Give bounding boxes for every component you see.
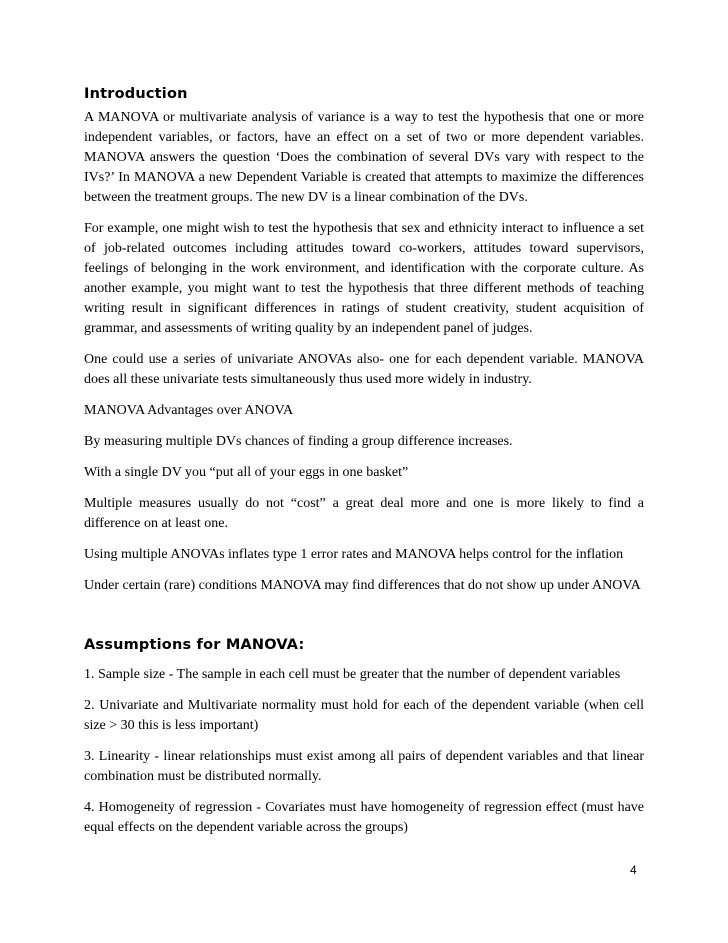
assumptions-heading: Assumptions for MANOVA: (84, 637, 305, 653)
assumption-item-2: 2. Univariate and Multivariate normality must hold for each of the dependent variable (when cell size > 30 this is less important) (84, 698, 644, 733)
intro-paragraph-univariate: One could use a series of univariate ANOVAs also- one for each dependent variable. MANOVA does all these univariate tests simultaneously thus used more widely in industry. (84, 352, 644, 387)
intro-paragraph-examples: For example, one might wish to test the hypothesis that sex and ethnicity interact to influence a set of job-related outcomes including attitudes toward co-workers, attitudes toward supervisors, feelings of belonging in the work environment, and identification with the corporate culture. As another example, you might want to test the hypothesis that three different methods of teaching writing result in significant differences in ratings of student creativity, student acquisition of grammar, and assessments of writing quality by an independent panel of judges. (84, 221, 644, 336)
assumption-item-3: 3. Linearity - linear relationships must exist among all pairs of dependent variables and that linear combination must be distributed normally. (84, 749, 644, 784)
advantage-item-1: By measuring multiple DVs chances of finding a group difference increases. (84, 434, 513, 449)
advantage-item-3: Multiple measures usually do not “cost” a great deal more and one is more likely to find a difference on at least one. (84, 496, 644, 531)
assumption-item-1: 1. Sample size - The sample in each cell must be greater that the number of dependent variables (84, 667, 621, 682)
advantages-subheading: MANOVA Advantages over ANOVA (84, 403, 294, 418)
intro-paragraph-definition: A MANOVA or multivariate analysis of variance is a way to test the hypothesis that one or more independent variables, or factors, have an effect on a set of two or more dependent variables. MANOVA answers the question ‘Does the combination of several DVs vary with respect to the IVs?’ In MANOVA a new Dependent Variable is created that attempts to maximize the differences between the treatment groups. The new DV is a linear combination of the DVs. (84, 110, 644, 205)
advantage-item-4: Using multiple ANOVAs inflates type 1 error rates and MANOVA helps control for the inflation (84, 547, 624, 562)
advantage-item-2: With a single DV you “put all of your eggs in one basket” (84, 465, 409, 480)
advantage-item-5: Under certain (rare) conditions MANOVA may find differences that do not show up under ANOVA (84, 578, 641, 593)
assumption-item-4: 4. Homogeneity of regression - Covariates must have homogeneity of regression effect (must have equal effects on the dependent variable across the groups) (84, 800, 644, 835)
introduction-heading: Introduction (84, 86, 188, 102)
page-content (84, 85, 644, 849)
page-number: 4 (630, 863, 637, 877)
